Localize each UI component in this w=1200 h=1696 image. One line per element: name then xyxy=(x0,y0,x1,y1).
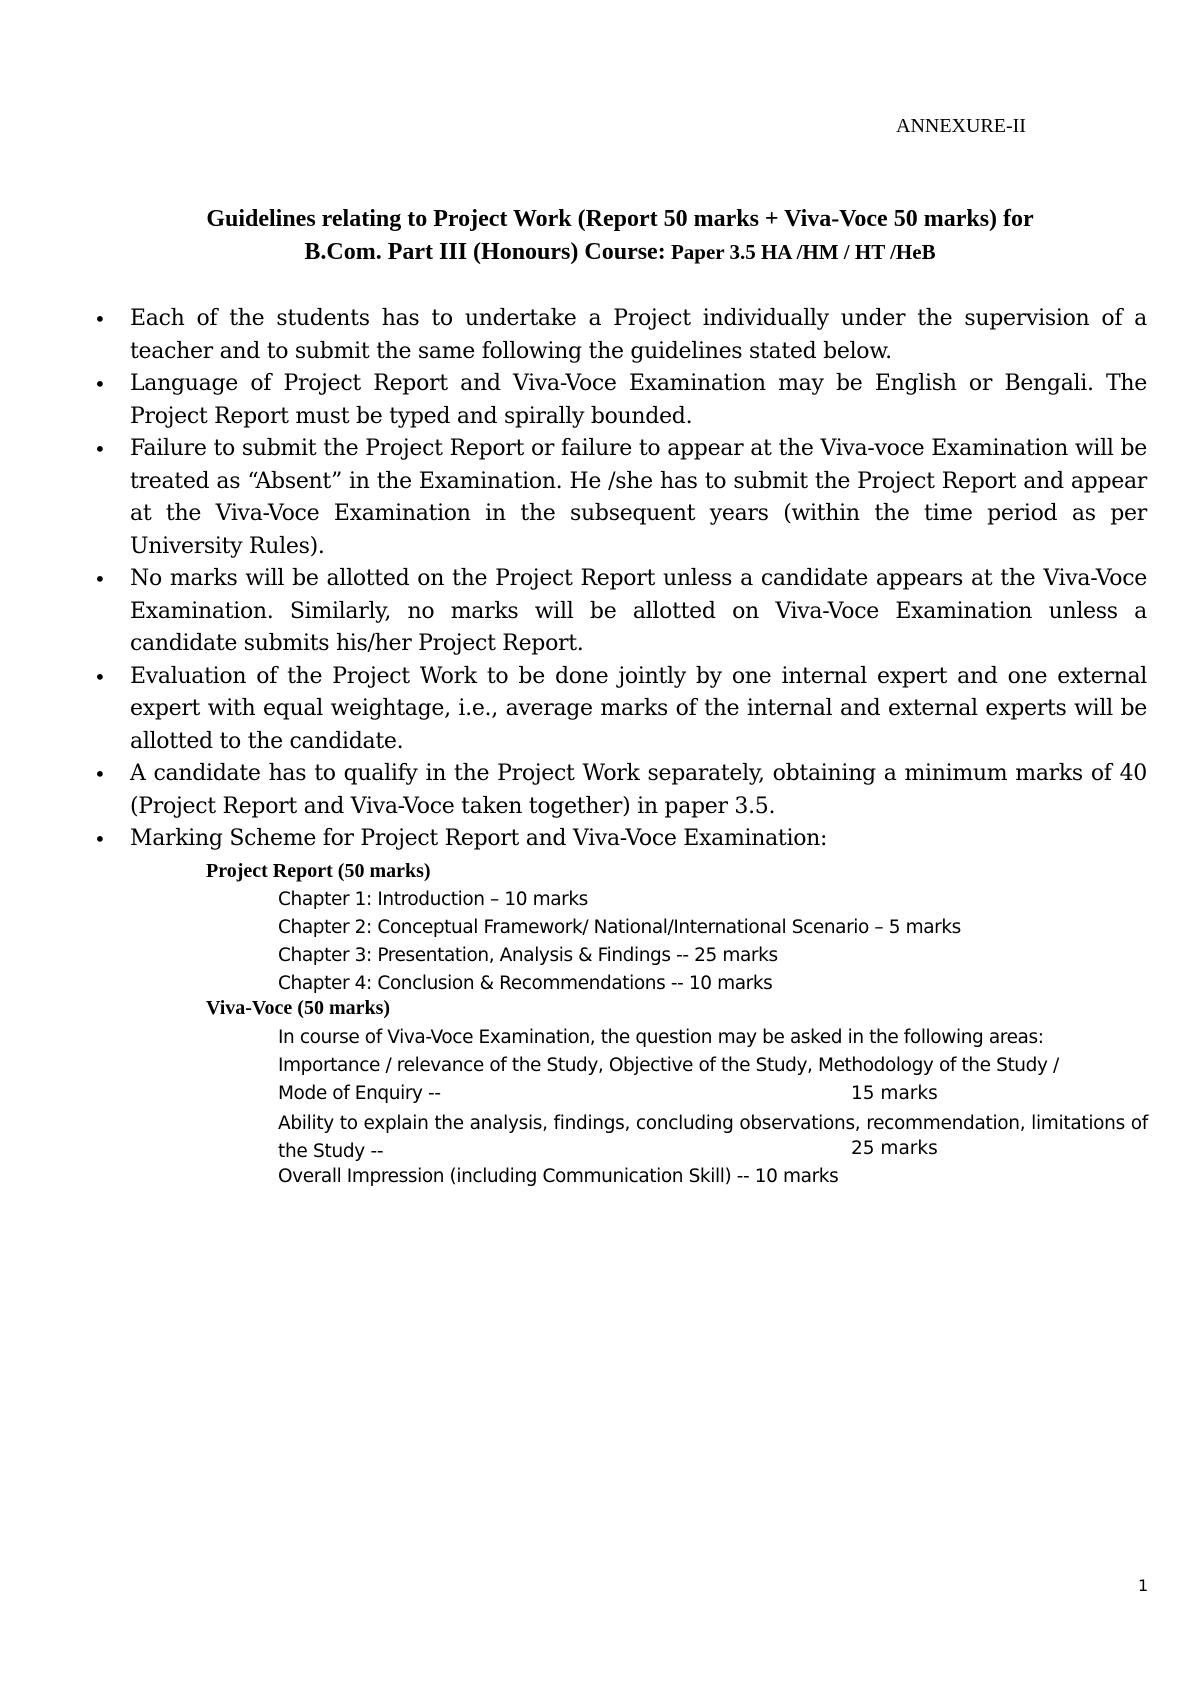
title-line-2 xyxy=(80,236,1160,269)
guideline-text: Language of Project Report and Viva-Voce Examination may be English or Bengali. The Project Report must be typed and spirally bounded. xyxy=(130,371,1147,429)
viva-item-2: Ability to explain the analysis, findings, concluding observations, recommendation, limitations of the Study -- xyxy=(278,1113,1148,1162)
chapter-line: Chapter 3: Presentation, Analysis & Findings -- 25 marks xyxy=(278,945,778,966)
guideline-text: Failure to submit the Project Report or failure to appear at the Viva-voce Examination will be treated as “Absent” in the Examination. He /she has to submit the Project Report and appear at the Viva-Voce Examination in the subsequent years (within the time period as per University Rules). xyxy=(130,436,1147,559)
viva-item-2-marks: 25 marks xyxy=(851,1138,938,1159)
chapter-line: Chapter 2: Conceptual Framework/ National/International Scenario – 5 marks xyxy=(278,917,961,938)
title-paper: Paper 3.5 HA /HM / HT /HeB xyxy=(665,240,936,264)
title-course: B.Com. Part III (Honours) Course: xyxy=(304,239,666,265)
viva-item-1-marks: 15 marks xyxy=(851,1083,938,1104)
guideline-item xyxy=(92,823,1147,856)
viva-voce-heading: Viva-Voce (50 marks) xyxy=(206,997,391,1019)
annexure-label: ANNEXURE-II xyxy=(896,115,1026,137)
bullet-icon: • xyxy=(94,372,106,396)
guideline-item xyxy=(92,433,1147,563)
bullet-icon: • xyxy=(94,567,106,591)
chapter-line: Chapter 1: Introduction – 10 marks xyxy=(278,889,588,910)
guideline-text: No marks will be allotted on the Project Report unless a candidate appears at the Viva-Voce Examination. Similarly, no marks will be allotted on Viva-Voce Examination unless a candidate submits his/her Project Report. xyxy=(130,566,1147,656)
guidelines-list xyxy=(92,303,1147,856)
guideline-item xyxy=(92,563,1147,661)
title-line-1: Guidelines relating to Project Work (Report 50 marks + Viva-Voce 50 marks) for xyxy=(206,206,1034,232)
page-number: 1 xyxy=(1138,1576,1149,1595)
guideline-item xyxy=(92,303,1147,368)
bullet-icon: • xyxy=(94,307,106,331)
project-report-heading: Project Report (50 marks) xyxy=(206,860,431,882)
guideline-text: A candidate has to qualify in the Project Work separately, obtaining a minimum marks of 40 (Project Report and Viva-Voce taken together) in paper 3.5. xyxy=(130,761,1147,819)
bullet-icon: • xyxy=(94,762,106,786)
document-title xyxy=(80,203,1160,269)
chapter-line: Chapter 4: Conclusion & Recommendations -- 10 marks xyxy=(278,973,773,994)
guideline-item xyxy=(92,368,1147,433)
bullet-icon: • xyxy=(94,664,106,689)
guideline-item xyxy=(92,661,1147,759)
guideline-text: Each of the students has to undertake a Project individually under the supervision of a teacher and to submit the same following the guidelines stated below. xyxy=(130,306,1147,364)
bullet-icon: • xyxy=(94,437,106,461)
viva-item-1-line-1: Importance / relevance of the Study, Objective of the Study, Methodology of the Study / xyxy=(278,1055,1059,1076)
guideline-text: Marking Scheme for Project Report and Viva-Voce Examination: xyxy=(130,826,828,851)
guideline-text: Evaluation of the Project Work to be done jointly by one internal expert and one external expert with equal weightage, i.e., average marks of the internal and external experts will be allotted to the candidate. xyxy=(130,663,1147,754)
viva-item-3: Overall Impression (including Communication Skill) -- 10 marks xyxy=(278,1166,839,1187)
viva-item-1-line-2: Mode of Enquiry -- xyxy=(278,1083,441,1104)
bullet-icon: • xyxy=(94,827,106,851)
viva-intro: In course of Viva-Voce Examination, the question may be asked in the following areas: xyxy=(278,1027,1044,1048)
guideline-item xyxy=(92,758,1147,823)
